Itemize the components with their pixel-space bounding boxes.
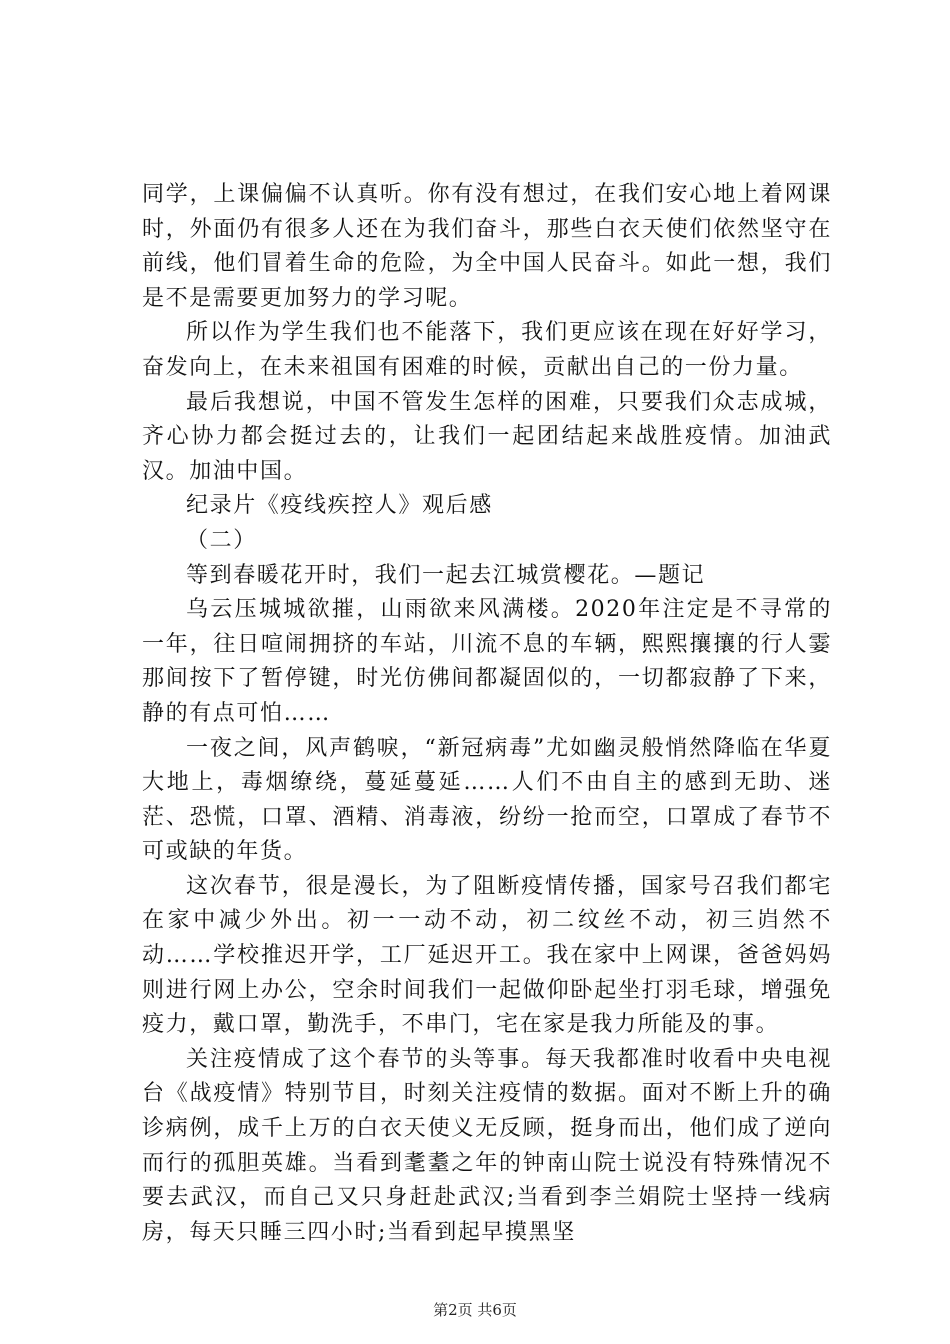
paragraph-2: 所以作为学生我们也不能落下，我们更应该在现在好好学习，奋发向上，在未来祖国有困难的时候，贡献出自己的一份力量。 [142,320,832,380]
page-footer [0,1300,950,1320]
epigraph: 等到春暖花开时，我们一起去江城赏樱花。—题记 [186,562,706,588]
paragraph-4: 乌云压城城欲摧，山雨欲来风满楼。2020年注定是不寻常的一年，往日喧闹拥挤的车站，川流不息的车辆，熙熙攘攘的行人霎那间按下了暂停键，时光仿佛间都凝固似的，一切都寂静了下来，静的有点可怕…… [142,597,832,726]
section-number: （二） [186,527,257,553]
paragraph-5: 一夜之间，风声鹤唳，“新冠病毒”尤如幽灵般悄然降临在华夏大地上，毒烟缭绕，蔓延蔓延……人们不由自主的感到无助、迷茫、恐慌，口罩、酒精、消毒液，纷纷一抢而空，口罩成了春节不可或缺的年货。 [142,735,832,865]
paragraph-1: 同学，上课偏偏不认真听。你有没有想过，在我们安心地上着网课时，外面仍有很多人还在为我们奋斗，那些白衣天使们依然坚守在前线，他们冒着生命的危险，为全中国人民奋斗。如此一想，我们是不是需要更加努力的学习呢。 [142,182,832,311]
section-title: 纪录片《疫线疾控人》观后感 [186,493,493,519]
page-number: 第2页 共6页 [433,1301,517,1319]
document-body [142,178,832,1250]
paragraph-3: 最后我想说，中国不管发生怎样的困难，只要我们众志成城，齐心协力都会挺过去的，让我们一起团结起来战胜疫情。加油武汉。加油中国。 [142,389,832,484]
paragraph-7: 关注疫情成了这个春节的头等事。每天我都准时收看中央电视台《战疫情》特别节目，时刻关注疫情的数据。面对不断上升的确诊病例，成千上万的白衣天使义无反顾，挺身而出，他们成了逆向而行的孤胆英雄。当看到耄耋之年的钟南山院士说没有特殊情况不要去武汉，而自己又只身赶赴武汉;当看到李兰娟院士坚持一线病房，每天只睡三四小时;当看到起早摸黑坚 [142,1046,832,1245]
paragraph-6: 这次春节，很是漫长，为了阻断疫情传播，国家号召我们都宅在家中减少外出。初一一动不动，初二纹丝不动，初三岿然不动……学校推迟开学，工厂延迟开工。我在家中上网课，爸爸妈妈则进行网上办公，空余时间我们一起做仰卧起坐打羽毛球，增强免疫力，戴口罩，勤洗手，不串门，宅在家是我力所能及的事。 [142,873,832,1038]
